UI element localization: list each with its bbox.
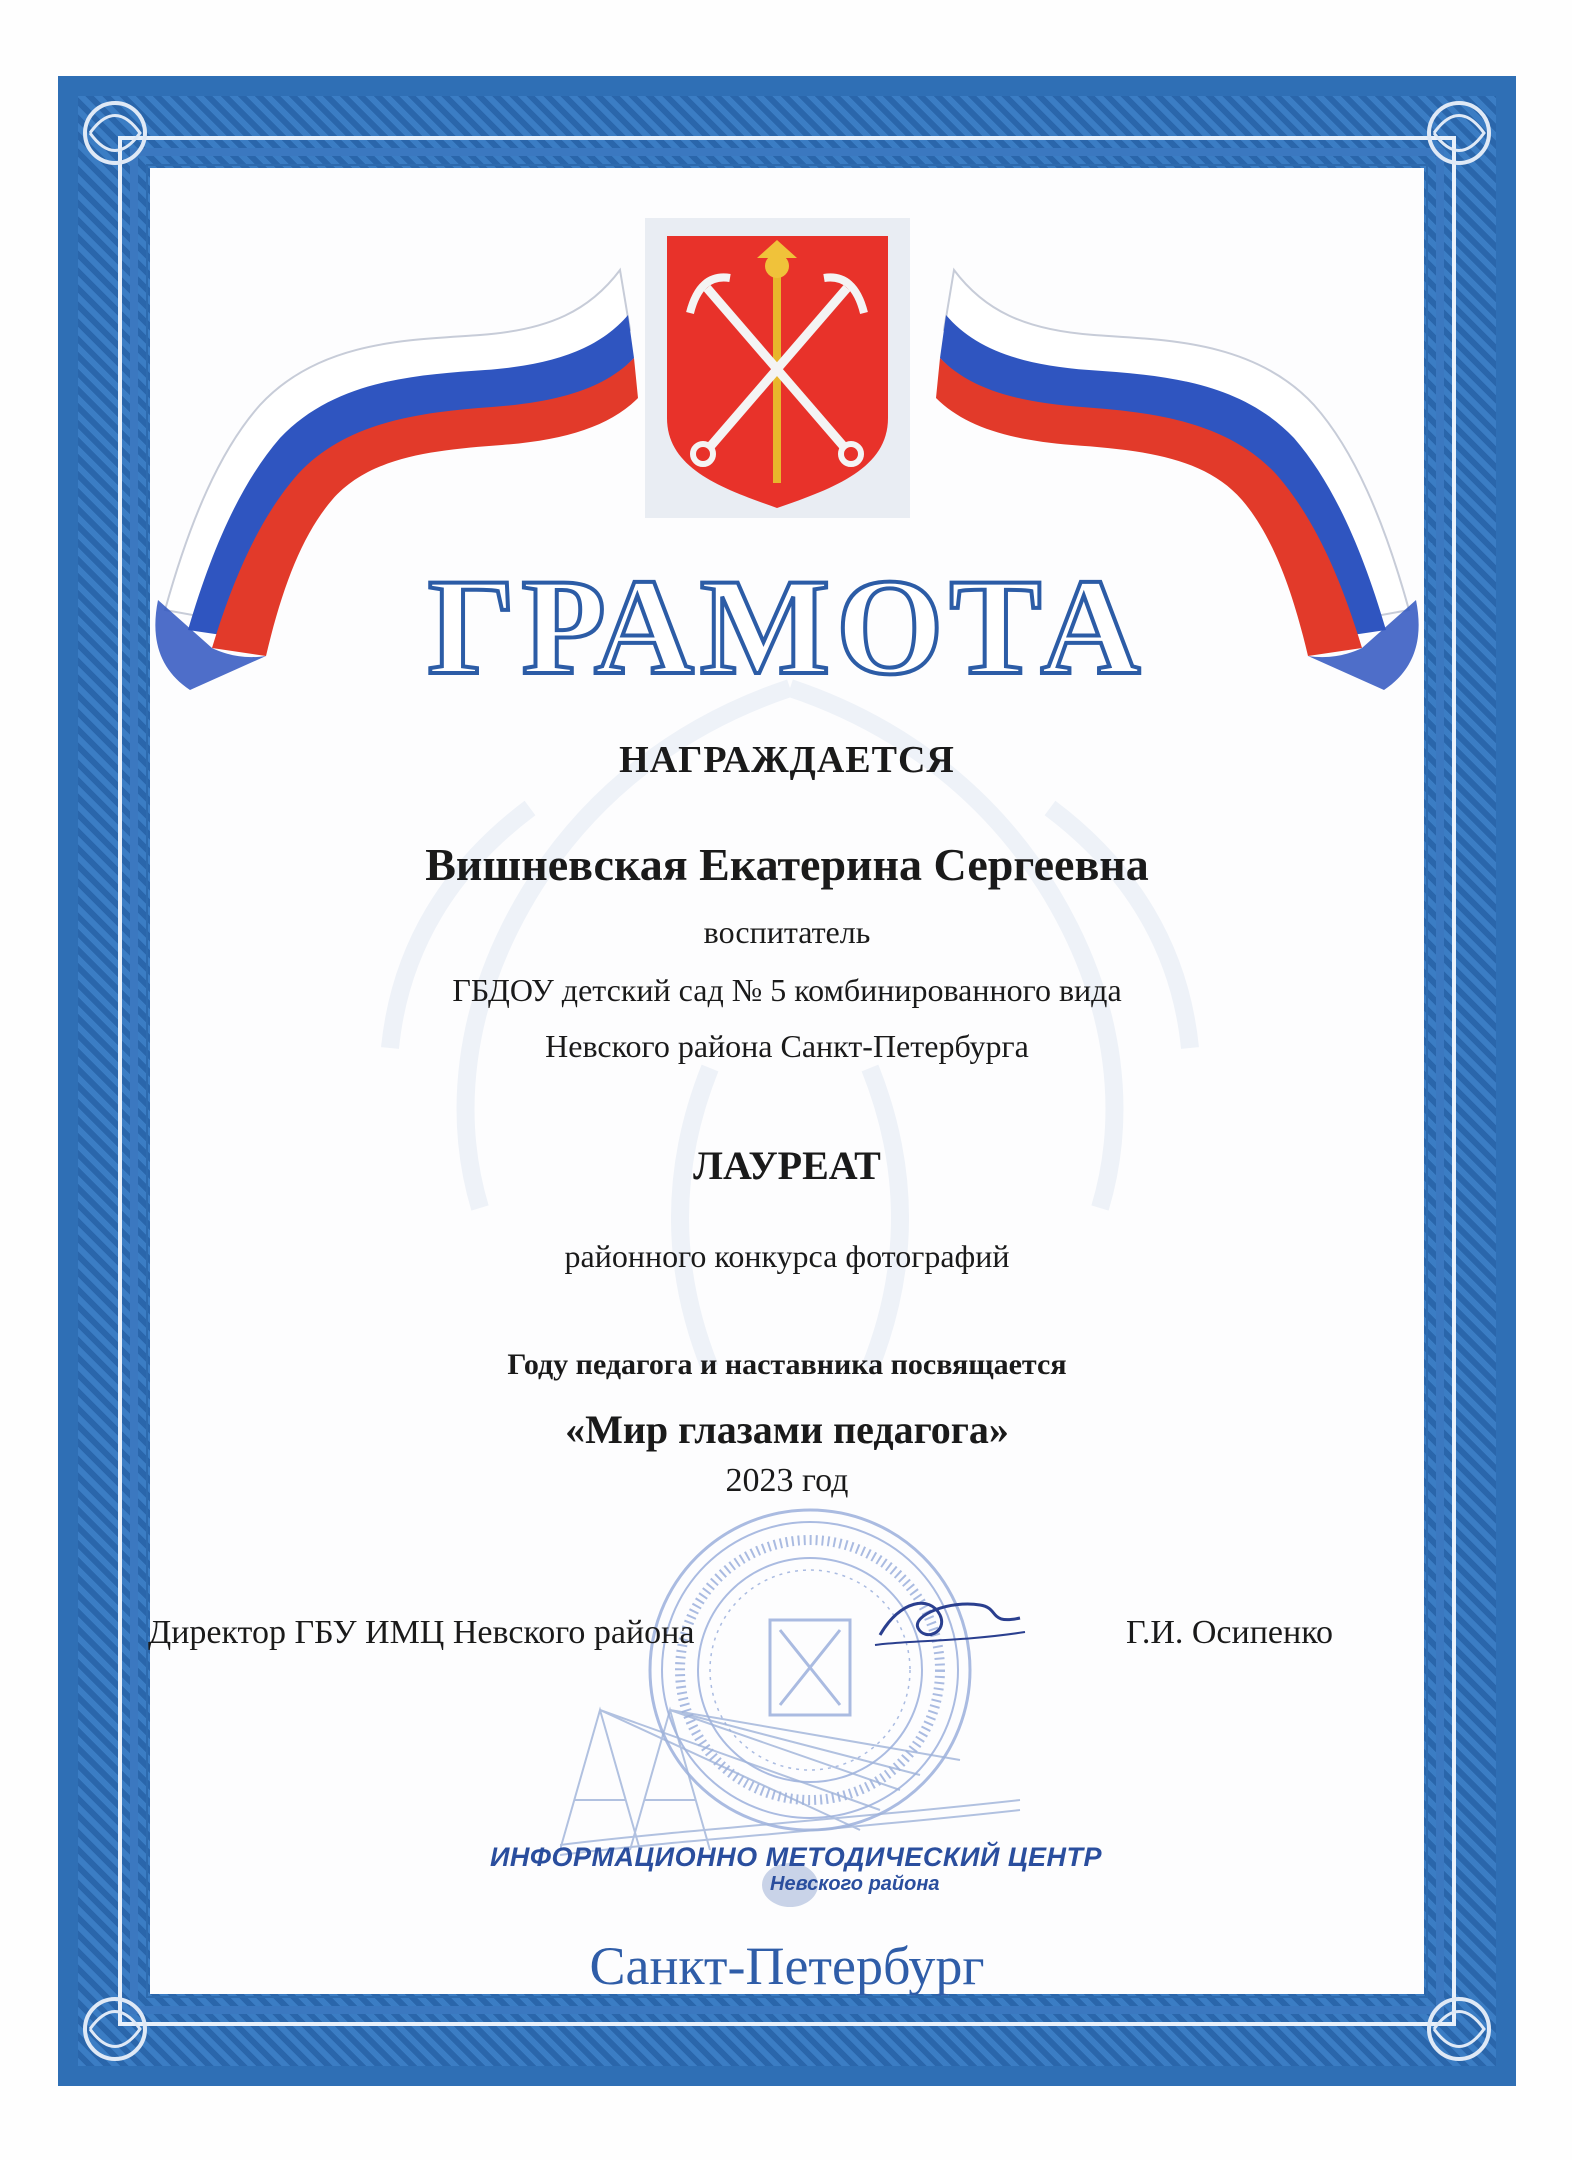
signatory-title: Директор ГБУ ИМЦ Невского района — [148, 1614, 695, 1651]
city-footer: Санкт-Петербург — [589, 1936, 985, 1996]
organization-line: ГБДОУ детский сад № 5 комбинированного вида — [452, 972, 1122, 1008]
signatory-name: Г.И. Осипенко — [1126, 1614, 1333, 1651]
recipient-name: Вишневская Екатерина Сергеевна — [425, 839, 1149, 890]
contest-name: «Мир глазами педагога» — [565, 1407, 1009, 1452]
imc-logo-subtext: Невского района — [770, 1873, 940, 1895]
recipient-position: воспитатель — [703, 914, 871, 950]
contest-year: 2023 год — [725, 1462, 849, 1499]
handwritten-signature-icon — [870, 1580, 1030, 1660]
dedication-line: Году педагога и наставника посвящается — [507, 1348, 1067, 1381]
imc-logo-text: ИНФОРМАЦИОННО МЕТОДИЧЕСКИЙ ЦЕНТР — [490, 1842, 1103, 1872]
certificate-title-text: ГРАМОТА — [427, 550, 1147, 703]
organization-line: Невского района Санкт-Петербурга — [545, 1028, 1029, 1064]
corner-ornament-icon — [70, 88, 160, 178]
corner-ornament-icon — [70, 1984, 160, 2074]
awarded-label: НАГРАЖДАЕТСЯ — [619, 739, 955, 781]
award-title: ЛАУРЕАТ — [693, 1143, 881, 1188]
corner-ornament-icon — [1414, 88, 1504, 178]
certificate-title — [150, 548, 1424, 708]
contest-description: районного конкурса фотографий — [564, 1238, 1010, 1274]
st-petersburg-coat-of-arms-icon — [645, 218, 910, 518]
corner-ornament-icon — [1414, 1984, 1504, 2074]
